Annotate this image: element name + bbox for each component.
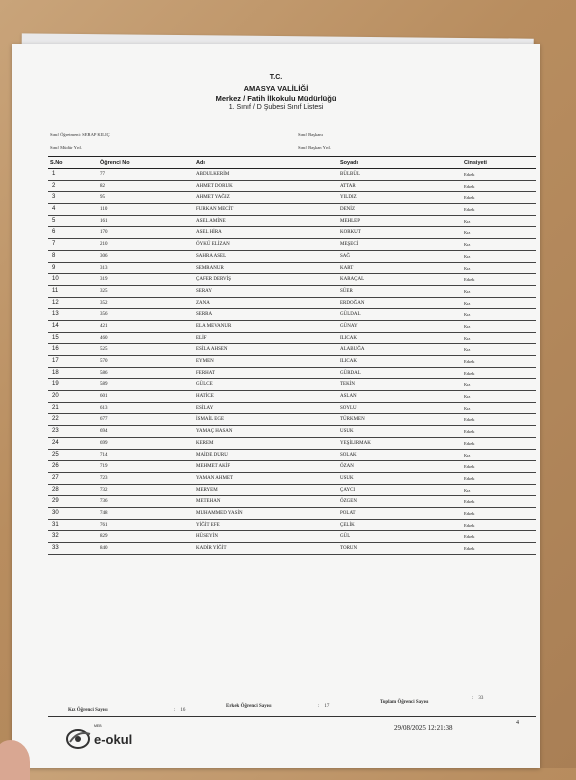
header-okul: Merkez / Fatih İlkokulu Müdürlüğü: [215, 94, 337, 103]
cell-ogrenci-no: 95: [100, 195, 105, 201]
cell-ogrenci-no: 589: [100, 382, 108, 388]
cell-ogrenci-no: 736: [100, 499, 108, 505]
cell-adi: ÇAFER DERVİŞ: [196, 277, 232, 283]
cell-adi: FERHAT: [196, 370, 215, 376]
cell-adi: METEHAN: [196, 499, 221, 505]
kiz-sayisi-label: Kız Öğrenci Sayısı: [68, 708, 108, 713]
cell-ogrenci-no: 732: [100, 487, 108, 493]
header-liste: 1. Sınıf / D Şubesi Sınıf Listesi: [228, 104, 324, 111]
cell-ogrenci-no: 325: [100, 288, 108, 294]
cell-cinsiyeti: Kız: [464, 382, 471, 388]
cell-sno: 4: [52, 206, 56, 213]
cell-ogrenci-no: 694: [100, 429, 108, 435]
table-row: [48, 298, 536, 310]
cell-soyadi: ASLAN: [340, 394, 357, 400]
cell-cinsiyeti: Erkek: [464, 183, 475, 189]
cell-sno: 5: [52, 217, 56, 224]
cell-sno: 7: [52, 241, 56, 248]
table-row: [48, 426, 536, 438]
cell-adi: ESİLA AHSEN: [196, 347, 228, 353]
cell-sno: 13: [52, 311, 59, 318]
cell-soyadi: KART: [340, 265, 354, 271]
cell-sno: 3: [52, 194, 56, 201]
table-row: [48, 216, 536, 228]
eokul-emblem-icon: [64, 724, 96, 752]
cell-ogrenci-no: 356: [100, 312, 108, 318]
cell-adi: ÖYKÜ ELİZAN: [196, 242, 230, 248]
cell-ogrenci-no: 840: [100, 546, 108, 551]
cell-sno: 29: [52, 498, 59, 505]
cell-sno: 12: [52, 299, 59, 306]
table-row: [48, 391, 536, 403]
cell-ogrenci-no: 82: [100, 183, 105, 189]
cell-cinsiyeti: Kız: [464, 218, 471, 224]
cell-adi: SAHRA ASEL: [196, 253, 227, 259]
table-row: [48, 263, 536, 275]
cell-adi: HATİCE: [196, 394, 214, 400]
cell-soyadi: ILICAK: [340, 335, 357, 341]
table-row: [48, 239, 536, 251]
cell-ogrenci-no: 161: [100, 218, 108, 224]
cell-cinsiyeti: Erkek: [464, 499, 475, 505]
cell-soyadi: ÖZAN: [340, 464, 354, 470]
meta-sinif-baskani: Sınıf Başkanı: [298, 132, 323, 137]
cell-ogrenci-no: 210: [100, 242, 108, 248]
cell-sno: 20: [52, 393, 59, 400]
table-row: [48, 181, 536, 193]
cell-cinsiyeti: Erkek: [464, 510, 475, 516]
header-tc: T.C.: [269, 74, 283, 81]
eokul-logo: [64, 724, 154, 752]
cell-cinsiyeti: Erkek: [464, 440, 475, 446]
cell-ogrenci-no: 586: [100, 370, 108, 376]
cell-soyadi: BÜLBÜL: [340, 172, 360, 177]
cell-sno: 9: [52, 264, 56, 271]
cell-adi: SERAY: [196, 288, 212, 294]
cell-adi: KADİR YİĞİT: [196, 546, 227, 551]
toplam-sayisi-value: : 33: [472, 696, 484, 701]
cell-sno: 28: [52, 486, 59, 493]
cell-soyadi: USUK: [340, 475, 354, 481]
cell-ogrenci-no: 306: [100, 253, 108, 259]
cell-sno: 11: [52, 287, 59, 294]
cell-soyadi: TEKİN: [340, 382, 355, 388]
cell-cinsiyeti: Kız: [464, 300, 471, 306]
erkek-sayisi-value: : 17: [318, 704, 330, 709]
table-row: [48, 438, 536, 450]
cell-adi: MERYEM: [196, 487, 218, 493]
cell-soyadi: KARAÇAL: [340, 277, 365, 283]
cell-adi: ESİLAY: [196, 405, 214, 411]
cell-adi: ASEL HİRA: [196, 230, 222, 236]
cell-soyadi: ÇELİK: [340, 522, 355, 528]
table-row: [48, 309, 536, 321]
cell-ogrenci-no: 170: [100, 230, 108, 236]
cell-sno: 17: [52, 358, 59, 364]
table-row: [48, 227, 536, 239]
cell-sno: 1: [52, 171, 56, 177]
cell-soyadi: SOLAK: [340, 452, 357, 458]
table-row: [48, 450, 536, 462]
table-row: [48, 169, 536, 181]
cell-soyadi: KORKUT: [340, 230, 361, 236]
page-number: 4: [516, 720, 519, 726]
cell-soyadi: ÇAYCI: [340, 487, 356, 493]
cell-cinsiyeti: Kız: [464, 253, 471, 259]
cell-ogrenci-no: 748: [100, 510, 108, 516]
cell-soyadi: USUK: [340, 429, 354, 435]
cell-soyadi: ATTAR: [340, 183, 356, 189]
cell-cinsiyeti: Kız: [464, 405, 471, 411]
cell-ogrenci-no: 319: [100, 277, 108, 283]
table-row: [48, 485, 536, 497]
meta-sinif-muduru-yrd: Sınıf Müdür Yrd.: [50, 145, 82, 150]
cell-ogrenci-no: 761: [100, 522, 108, 528]
meta-sinif-baskan-yrd: Sınıf Başkan Yrd.: [298, 145, 331, 150]
cell-sno: 32: [52, 533, 59, 540]
table-row: [48, 333, 536, 345]
cell-soyadi: YILDIZ: [340, 195, 357, 201]
cell-soyadi: GÜL: [340, 534, 351, 540]
cell-sno: 6: [52, 229, 56, 236]
header-valilik: AMASYA VALİLİĞİ: [243, 84, 309, 93]
erkek-sayisi-label: Erkek Öğrenci Sayısı: [226, 704, 272, 709]
cell-adi: YAMAÇ HASAN: [196, 429, 233, 435]
col-soyadi: Soyadı: [340, 160, 359, 166]
cell-ogrenci-no: 77: [100, 172, 105, 177]
cell-ogrenci-no: 313: [100, 265, 108, 271]
table-row: [48, 461, 536, 473]
cell-ogrenci-no: 714: [100, 452, 108, 458]
table-header: [48, 158, 536, 168]
cell-cinsiyeti: Kız: [464, 230, 471, 236]
cell-cinsiyeti: Kız: [464, 347, 471, 353]
table-row: [48, 520, 536, 532]
cell-soyadi: SAĞ: [340, 253, 351, 259]
table-row: [48, 321, 536, 333]
cell-ogrenci-no: 570: [100, 359, 108, 364]
cell-soyadi: GÜRDAL: [340, 370, 361, 376]
cell-sno: 10: [52, 276, 59, 283]
cell-cinsiyeti: Kız: [464, 452, 471, 458]
cell-ogrenci-no: 352: [100, 300, 108, 306]
table-row: [48, 496, 536, 508]
cell-sno: 24: [52, 439, 59, 446]
cell-soyadi: TORUN: [340, 546, 358, 551]
cell-adi: GÜLCE: [196, 382, 213, 388]
cell-adi: AHMET YAĞIZ: [196, 195, 230, 201]
toplam-sayisi-number: 33: [478, 696, 484, 701]
table-row: [48, 344, 536, 356]
cell-adi: ABDULKERİM: [196, 172, 230, 177]
table-row: [48, 192, 536, 204]
cell-adi: EYMEN: [196, 359, 214, 364]
cell-adi: MUHAMMED YASİN: [196, 510, 243, 516]
cell-soyadi: SÜER: [340, 288, 353, 294]
col-cinsiyeti: Cinsiyeti: [464, 160, 487, 166]
meb-small-label: MEB: [94, 724, 102, 728]
cell-sno: 2: [52, 182, 56, 189]
cell-cinsiyeti: Kız: [464, 487, 471, 493]
eokul-text: e-okul: [94, 732, 133, 747]
cell-adi: SEMRANUR: [196, 265, 224, 271]
toplam-sayisi-label: Toplam Öğrenci Sayısı: [380, 700, 429, 705]
erkek-sayisi-number: 17: [324, 704, 330, 709]
cell-adi: MEHMET AKİF: [196, 464, 231, 470]
cell-ogrenci-no: 719: [100, 464, 108, 470]
cell-adi: ELA MEVANUR: [196, 323, 232, 329]
cell-soyadi: GÜNAY: [340, 323, 358, 329]
footer-rule: [48, 716, 536, 717]
cell-cinsiyeti: Erkek: [464, 359, 475, 364]
cell-cinsiyeti: Erkek: [464, 464, 475, 470]
cell-cinsiyeti: Erkek: [464, 534, 475, 540]
cell-sno: 23: [52, 428, 59, 435]
cell-sno: 22: [52, 416, 59, 423]
cell-adi: KEREM: [196, 440, 214, 446]
table-row: [48, 286, 536, 298]
cell-ogrenci-no: 601: [100, 394, 108, 400]
cell-sno: 25: [52, 451, 59, 458]
cell-ogrenci-no: 677: [100, 417, 108, 423]
cell-cinsiyeti: Erkek: [464, 546, 475, 551]
table-body: [48, 169, 536, 555]
col-adi: Adı: [196, 160, 205, 166]
cell-adi: ELİF: [196, 335, 207, 341]
table-row: [48, 531, 536, 543]
cell-soyadi: YEŞİLIRMAK: [340, 440, 371, 446]
table-top-rule: [48, 156, 536, 157]
cell-adi: SERRA: [196, 312, 213, 318]
cell-ogrenci-no: 525: [100, 347, 108, 353]
cell-ogrenci-no: 829: [100, 534, 108, 540]
cell-sno: 21: [52, 404, 59, 411]
table-row: [48, 414, 536, 426]
cell-sno: 30: [52, 509, 59, 516]
cell-cinsiyeti: Erkek: [464, 429, 475, 435]
cell-sno: 27: [52, 474, 59, 481]
cell-ogrenci-no: 613: [100, 405, 108, 411]
cell-sno: 26: [52, 463, 59, 470]
cell-adi: ZANA: [196, 300, 210, 306]
cell-cinsiyeti: Erkek: [464, 195, 475, 201]
print-datetime: 29/08/2025 12:21:38: [394, 724, 453, 732]
cell-sno: 18: [52, 369, 59, 376]
table-row: [48, 368, 536, 380]
cell-adi: ASEL AMİNE: [196, 218, 226, 224]
cell-cinsiyeti: Kız: [464, 288, 471, 294]
cell-cinsiyeti: Kız: [464, 312, 471, 318]
cell-sno: 19: [52, 381, 59, 388]
cell-cinsiyeti: Erkek: [464, 417, 475, 423]
cell-soyadi: SOYLU: [340, 405, 357, 411]
cell-cinsiyeti: Erkek: [464, 172, 475, 177]
cell-soyadi: ILICAK: [340, 359, 357, 364]
cell-cinsiyeti: Kız: [464, 394, 471, 400]
cell-ogrenci-no: 421: [100, 323, 108, 329]
table-row: [48, 403, 536, 415]
document-page: [12, 44, 540, 768]
cell-soyadi: POLAT: [340, 510, 356, 516]
cell-cinsiyeti: Kız: [464, 335, 471, 341]
table-row: [48, 274, 536, 286]
cell-soyadi: MEHLEP: [340, 218, 360, 224]
cell-sno: 31: [52, 521, 59, 528]
kiz-sayisi-value: : 16: [174, 708, 186, 713]
cell-adi: FURKAN MECİT: [196, 207, 234, 213]
cell-adi: AHMET DORUK: [196, 183, 233, 189]
cell-ogrenci-no: 460: [100, 335, 108, 341]
col-sno: S.No: [50, 160, 63, 166]
table-row: [48, 543, 536, 555]
cell-sno: 16: [52, 346, 59, 353]
table-row: [48, 356, 536, 368]
cell-ogrenci-no: 699: [100, 440, 108, 446]
cell-cinsiyeti: Erkek: [464, 277, 475, 283]
cell-soyadi: ÖZGEN: [340, 499, 357, 505]
cell-sno: 33: [52, 545, 59, 551]
cell-cinsiyeti: Erkek: [464, 522, 475, 528]
table-row: [48, 251, 536, 263]
table-row: [48, 379, 536, 391]
cell-cinsiyeti: Kız: [464, 242, 471, 248]
cell-cinsiyeti: Erkek: [464, 475, 475, 481]
cell-sno: 8: [52, 252, 56, 259]
kiz-sayisi-number: 16: [180, 708, 186, 713]
table-row: [48, 473, 536, 485]
cell-sno: 14: [52, 322, 59, 329]
cell-cinsiyeti: Erkek: [464, 370, 475, 376]
cell-soyadi: DENİZ: [340, 207, 355, 213]
cell-cinsiyeti: Kız: [464, 265, 471, 271]
cell-ogrenci-no: 110: [100, 207, 108, 213]
meta-sinif-ogretmeni: Sınıf Öğretmeni: SERAP KILIÇ: [50, 132, 110, 137]
col-ogrenci-no: Öğrenci No: [100, 160, 130, 166]
table-row: [48, 508, 536, 520]
cell-adi: YİĞİT EFE: [196, 522, 220, 528]
cell-adi: İSMAİL EGE: [196, 417, 225, 423]
cell-cinsiyeti: Kız: [464, 323, 471, 329]
cell-soyadi: ALABUĞA: [340, 347, 365, 353]
cell-soyadi: MEŞECİ: [340, 242, 359, 248]
cell-ogrenci-no: 723: [100, 475, 108, 481]
cell-cinsiyeti: Erkek: [464, 207, 475, 213]
cell-adi: HÜSEYİN: [196, 534, 218, 540]
cell-soyadi: TÜRKMEN: [340, 417, 365, 423]
table-row: [48, 204, 536, 216]
cell-adi: YAMAN AHMET: [196, 475, 234, 481]
cell-soyadi: ERDOĞAN: [340, 300, 365, 306]
cell-soyadi: GÜLDAL: [340, 312, 361, 318]
cell-sno: 15: [52, 334, 59, 341]
cell-adi: MAİDE DURU: [196, 452, 228, 458]
